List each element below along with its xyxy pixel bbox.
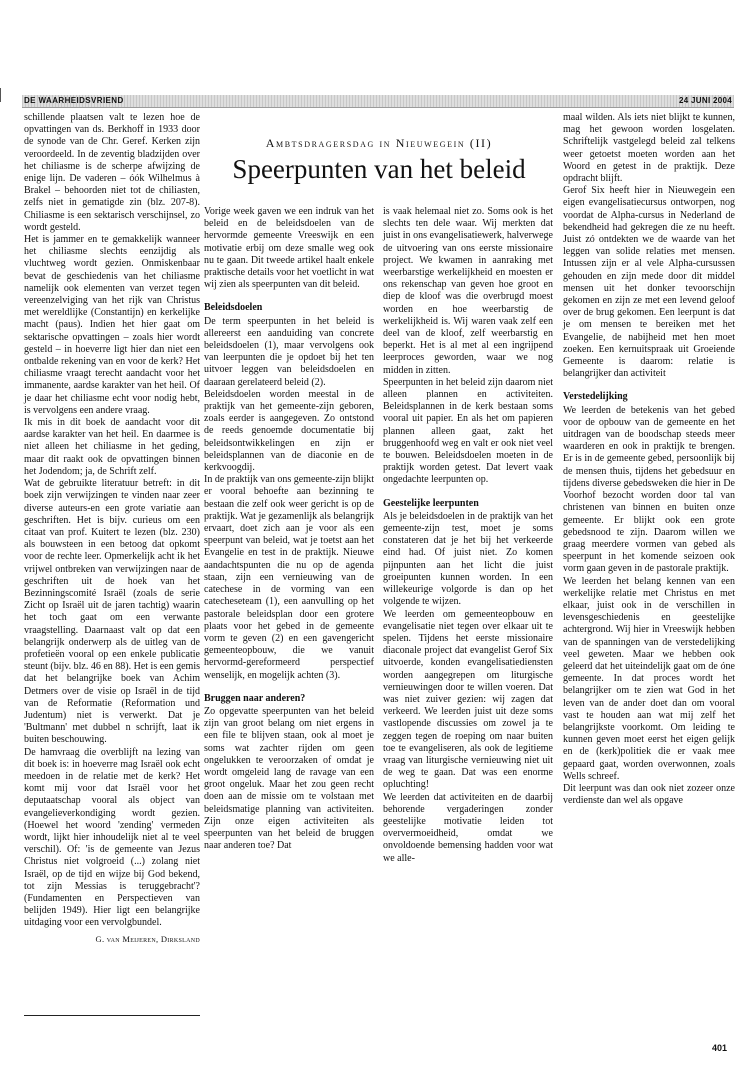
paragraph: We leerden om gemeenteopbouw en evangelisatie niet tegen over elkaar uit te spelen. Tijdens het eerste missionaire diaconale project dat evangelist Gerof Six uitvoerde, konden evangelisatiediensten worden aangegrepen om liturgische vernieuwingen door te willen voeren. Dat was niet zuiver gezien: wij zagen dat verkeerd. We leerden juist uit deze soms vastlopende discussies om zowel ja te zeggen tegen de roeping om naar buiten toe te evangeliseren, als ook de legitieme vraag van liturgische vernieuwing niet uit de weg te gaan. Dat was een enorme opluchting! (383, 608, 553, 791)
article-kicker: Ambtsdragersdag in Nieuwegein (II) (265, 136, 493, 150)
paragraph: We leerden het belang kennen van een werkelijke relatie met Christus en met elkaar, juist ook in de verschillen in levensgeschiedenis en geestelijke achtergrond. Wij hier in Vreeswijk hebben van de spanningen van de verstedelijking veel geweten. Maar we hebben ook geleerd dat het uiteindelijk gaat om de óne gemeente. In dat proces wordt het belangrijker om te zien wat God in het leven van de ander doet dan om vooral vast te houden aan wat mij zelf het belangrijkste voorkomt. Om leiding te kunnen geven moet eerst het eigen gelijk en de (kerk)politiek die er vaak mee gepaard gaat, worden overwonnen, zoals Wells schreef. (563, 575, 735, 782)
paragraph: Speerpunten in het beleid zijn daarom niet alleen plannen en activiteiten. Beleidsplannen in de kerk bestaan soms vooral uit papier. En als het om papieren plannen alleen gaat, zakt het bruggenhoofd weg en valt er ook niet veel te bouwen. Beleidsdoelen moeten in de praktijk worden getest. Dat levert vaak ongedachte leerpunten op. (383, 376, 553, 486)
review-author: G. van Meijeren, Dirksland (95, 933, 200, 944)
article-intro: Vorige week gaven we een indruk van het beleid en de beleidsdoelen van de hervormde gemeente Vreeswijk en een motivatie erbij om deze smalle weg ook nu te gaan. Dit tweede artikel haalt enkele praktische details voor het voetlicht in wat wij zien als speerpunten van dit beleid. (204, 206, 374, 291)
header-band (22, 95, 734, 108)
paragraph: maal wilden. Als iets niet blijkt te kunnen, mag het gewoon worden losgelaten. Schriftelijk vastgelegd beleid zal telkens weer getoetst moeten worden aan het Woord en getest in de praktijk. Deze opdracht blijft. (563, 112, 735, 185)
paragraph: Wat de gebruikte literatuur betreft: in dit boek zijn verwijzingen te vinden naar zeer diverse auteurs-en een grote variatie aan geschriften. Het is bijv. curieus om een citaat van prof. Kuitert te lezen (blz. 230) als bouwsteen in een betoog dat opkomt voor de rechte leer. Opmerkelijk acht ik het vrijwel ontbreken van verwijzingen naar de geschriften uit de hoek van het Bezinningscomité Israël (zoals de serie Zicht op Israël uit de jaren tachtig) waarin het toch gaat om een verwante vraagstelling. Daarnaast valt op dat een belangrijk onderwerp als de uitleg van de profetieën vooral op een enkele publicatie steunt (bijv. blz. 46 en 88). Het is een gemis dat het belangrijke boek van Achim Detmers over de visie op Israël in de tijd van de Reformatie (Reformation und Judentum) niet is verwerkt. Dat je 'Bultmann' met dubbel n schrijft, laat ik buiten beschouwing. (24, 478, 200, 746)
paragraph: Beleidsdoelen worden meestal in de praktijk van het gemeente-zijn geboren, zoals eerder is aangegeven. Zo ontstond de reeds genoemde documentatie bij beleidsontwikkelingen en zijn er beleidsplannen van de diaconie en de kerkvoogdij. (204, 388, 374, 474)
paragraph: is vaak helemaal niet zo. Soms ook is het slechts ten dele waar. Wij merkten dat juist in ons evangelisatiewerk, halverwege de uitvoering van ons eerste missionaire project. We kwamen in aanraking met weerbarstige werkelijkheid en moesten er ons rekenschap van geven hoe groot en diep de kloof was die overbrugd moest worden en hoe weerbarstig de werkelijkheid is. Wij waren vaak zelf een deel van de kloof, zelf weerbarstig en beperkt. Het is al met al een ingrijpend leerproces geworden, waar we nog midden in zitten. (383, 206, 553, 376)
paragraph: Dit leerpunt was dan ook niet zozeer onze verdienste dan wel als opgave (563, 782, 735, 807)
paragraph: De hamvraag die overblijft na lezing van dit boek is: in hoeverre mag Israël ook echt meedoen in de relatie met de kerk? Het komt mij voor dat Israël voor het deputaatschap vooral als object van evangelieverkondiging wordt gezien. (Hoewel het woord 'zending' vermeden wordt, lijkt hier inhoudelijk niet al te veel verschil). Of: 'is de gemeente van Jezus Christus niet volgroeid (...) zolang niet Israël, op de tijd en wijze bij God bekend, tot zijn Messias is teruggebracht'? (Fundamenten en Perspectieven van belijden 1949). Hier ligt een belangrijke uitdaging voor een vervolgbundel. (24, 746, 200, 929)
section-heading: Verstedelijking (563, 391, 628, 403)
column-1 (24, 112, 200, 945)
page-number: 401 (712, 1043, 728, 1053)
paragraph: Het is jammer en te gemakkelijk wanneer het chiliasme slechts eenzijdig als vluchtweg wordt gezien. Onmiskenbaar bevat de geschiedenis van het chiliasme namelijk ook elementen van verzet tegen vereenzelviging van het rijk van Christus met wereldlijke (Constantijn) en kerkelijke macht (paus). Indien het hier gaat om sektarische opvattingen – zoals hier wordt gesteld – in hoeverre ligt hier dan niet een ontbalde rekening van en voor de kerk? Het chiliasme vraagt terecht aandacht voor het immanente, aardse karakter van het heil. Of je daar het chiliasme echt voor nodig hebt, is vervolgens een andere vraag. (24, 234, 200, 416)
margin-mark (0, 88, 1, 102)
column-4 (563, 112, 735, 807)
paragraph: In de praktijk van ons gemeente-zijn blijkt er vooral behoefte aan bezinning te bestaan die zelf ook weer gericht is op de praktijk. Wat je gezamenlijk als belangrijk ervaart, doet zich aan je voor als een speerpunt van beleid, wat je toetst aan het Evangelie en test in de praktijk. Nieuwe aandachtspunten die nu op de agenda staan, zijn een vernieuwing van de catechese in de vorming van een catecheseteam (1), een aanvulling op het pastorale beleidsplan door een grotere plaats voor het gebed in de gemeente vorm te geven (2) en een gavengericht gemeenteopbouw, die we vanuit hervormd-gereformeerd perspectief wenselijk, en mogelijk achten (3). (204, 474, 374, 681)
section-heading: Bruggen naar anderen? (204, 692, 306, 704)
paragraph: Ik mis in dit boek de aandacht voor dit aardse karakter van het heil. En daarmee is niet alleen het chiliasme in het geding, maar dit raakt ook de opvattingen binnen het Jodendom; ja, de Schrift zelf. (24, 417, 200, 477)
paragraph: schillende plaatsen valt te lezen hoe de opvattingen van ds. Berkhoff in 1933 door de synode van de Chr. Geref. Kerken zijn veroordeeld. In de zeventig bladzijden over het chiliasme is de scherpe afwijzing de enige lijn. De vaderen – óók Wilhelmus à Brakel – behoorden niet tot de chiliasten, zelfs niet in gematigde zin (blz. 207-8). Chiliasme is een sektarisch verschijnsel, zo wordt gesteld. (24, 112, 200, 233)
column-2 (204, 206, 374, 852)
paragraph: Zo opgevatte speerpunten van het beleid zijn van groot belang om niet ergens in een file te blijven staan, ook al moet je soms wat zachter rijden om geen ongelukken te veroorzaken of omdat je wordt omgeleid lang de ravage van een groot ongeluk. Maar het zou geen recht doen aan de missie om te volstaan met beleidsmatige planning van activiteiten. Zijn onze eigen activiteiten als speerpunten van het beleid de bruggen naar anderen toe? Dat (204, 705, 374, 852)
section-heading: Beleidsdoelen (204, 302, 263, 314)
paragraph: We leerden de betekenis van het gebed voor de opbouw van de gemeente en het uitdragen van de boodschap steeds meer waarderen en ook in praktijk te brengen. Er is in de gemeente gebed, persoonlijk bij de mensen thuis, tijdens het gebedsuur en tijdens diverse gebedsweken die hier in De Voorhof bezocht worden door tal van christenen van binnen en buiten onze gemeente. Er blijkt ook een grote gebedsnood te zijn. Daarom willen we graag meerdere vormen van gebed als speerpunt in het komende seizoen ook vorm gaan geven in de pastorale praktijk. (563, 404, 735, 575)
masthead: DE WAARHEIDSVRIEND (24, 96, 124, 105)
column-end-rule (24, 1015, 200, 1016)
paragraph: Gerof Six heeft hier in Nieuwegein een eigen evangelisatiecursus ontworpen, nog voordat de Alpha-cursus in Nederland de bekendheid had gekregen die ze nu heeft. Juist zó ontdekten we de waarde van het leggen van solide relaties met mensen. Intussen zijn er al vele Alpha-cursussen gehouden en zijn mede door dit middel mensen uit het donker tevoorschijn gekomen en zijn ze met een levend geloof over de brug gekomen. Een leerpunt is dat je om mensen te bereiken met het Evangelie, de nabijheid met hen moet zoeken. Een kernuitspraak uit Groeiende Gemeente is daarom: relatie is belangrijker dan activiteit (563, 185, 735, 380)
paragraph: Als je beleidsdoelen in de praktijk van het gemeente-zijn test, moet je soms constateren dat je het bij het verkeerde eind had. Of juist niet. Zo komen pijnpunten aan het licht die juist groeipunten kunnen worden. In een willekeurige volgorde is dan op het volgende te wijzen. (383, 510, 553, 608)
column-3 (383, 206, 553, 865)
issue-date: 24 JUNI 2004 (679, 96, 732, 105)
article-title: Speerpunten van het beleid (232, 154, 526, 184)
section-heading: Geestelijke leerpunten (383, 497, 479, 509)
paragraph: We leerden dat activiteiten en de daarbij behorende vergaderingen zonder geestelijke motivatie leiden tot oververmoeidheid, omdat we onvoldoende bemensing hadden voor wat we alle- (383, 791, 553, 864)
paragraph: De term speerpunten in het beleid is allereerst een aanduiding van concrete beleidsdoelen (1), maar vervolgens ook van leerpunten die je opdoet bij het ten uitvoer leggen van beleidsdoelen en daaraan gerelateerd beleid (2). (204, 315, 374, 388)
